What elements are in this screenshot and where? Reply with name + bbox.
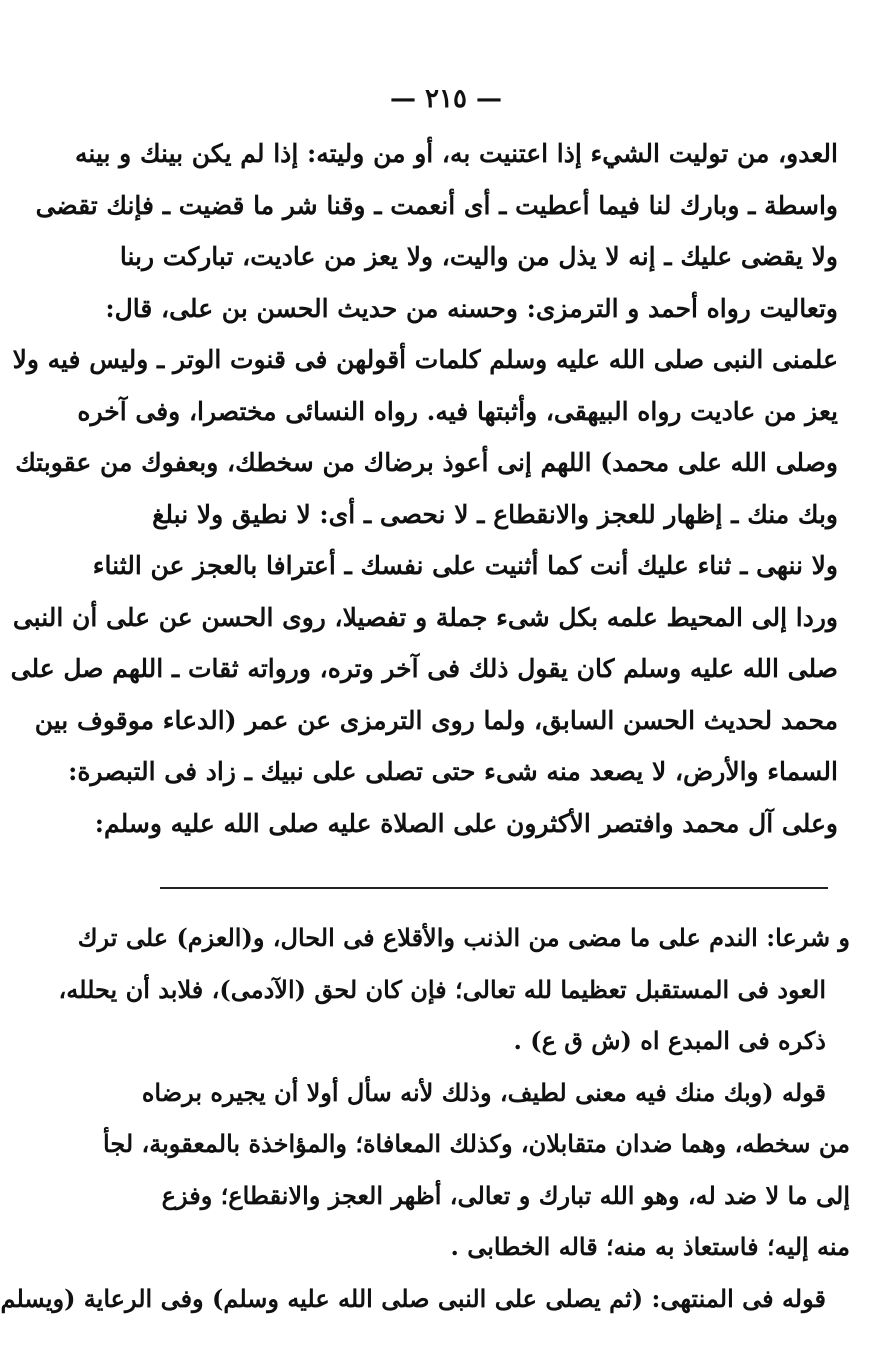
footnote-line: ذكره فى المبدع اه (ش ق ع) . [513,1026,826,1055]
main-text-line: محمد لحديث الحسن السابق، ولما روى الترمزى عن عمر (الدعاء موقوف بين [34,705,838,735]
footnote-divider [160,887,828,889]
main-text-line: ولا يقضى عليك ـ إنه لا يذل من واليت، ولا يعز من عاديت، تباركت ربنا [119,242,838,271]
main-text-line: علمنى النبى صلى الله عليه وسلم كلمات أقولهن فى قنوت الوتر ـ وليس فيه ولا [12,345,838,374]
footnote-line: و شرعا: الندم على ما مضى من الذنب والأقلاع فى الحال، و(العزم) على ترك [77,923,850,952]
footnote-paragraph [58,912,850,1067]
footnote-paragraph [0,1273,850,1325]
footnote-line: منه إليه؛ فاستعاذ به منه؛ قاله الخطابى . [450,1232,850,1261]
footnote-line: من سخطه، وهما ضدان متقابلان، وكذلك المعافاة؛ والمؤاخذة بالمعقوبة، لجأ [103,1129,850,1158]
page-number: — ٢١٥ — [389,84,503,114]
main-text-line: ولا ننهى ـ ثناء عليك أنت كما أثنيت على نفسك ـ أعترافا بالعجز عن الثناء [92,551,838,580]
footnote-line: العود فى المستقبل تعظيما لله تعالى؛ فإن كان لحق (الآدمى)، فلابد أن يحلله، [58,974,826,1004]
main-text-line: يعز من عاديت رواه البيهقى، وأثبتها فيه. رواه النسائى مختصرا، وفى آخره [77,396,838,426]
footnotes-section [0,912,850,1324]
main-text-line: وبك منك ـ إظهار للعجز والانقطاع ـ لا نحصى ـ أى: لا نطيق ولا نبلغ [152,499,838,529]
main-text-line: وردا إلى المحيط علمه بكل شىء جملة و تفصيلا، روى الحسن عن على أن النبى [12,602,838,632]
main-text-line: السماء والأرض، لا يصعد منه شىء حتى تصلى على نبيك ـ زاد فى التبصرة: [68,757,838,786]
main-text-body [10,128,838,849]
main-text-line: واسطة ـ وبارك لنا فيما أعطيت ـ أى أنعمت ـ وقنا شر ما قضيت ـ فإنك تقضى [35,190,838,220]
main-text-line: العدو، من توليت الشيء إذا اعتنيت به، أو من وليته: إذا لم يكن بينك و بينه [75,139,838,168]
footnote-paragraph [103,1067,850,1273]
main-text-line: وتعاليت رواه أحمد و الترمزى: وحسنه من حديث الحسن بن على، قال: [105,293,838,323]
main-text-line: وعلى آل محمد وافتصر الأكثرون على الصلاة عليه صلى الله عليه وسلم: [94,808,838,838]
main-text-line: صلى الله عليه وسلم كان يقول ذلك فى آخر وتره، ورواته ثقات ـ اللهم صل على [10,654,838,683]
main-text-line: وصلى الله على محمد) اللهم إنى أعوذ برضاك من سخطك، وبعفوك من عقوبتك [15,448,838,477]
footnote-line: إلى ما لا ضد له، وهو الله تبارك و تعالى، أظهر العجز والانقطاع؛ وفزع [161,1180,850,1210]
footnote-line: قوله فى المنتهى: (ثم يصلى على النبى صلى الله عليه وسلم) وفى الرعاية (ويسلم [0,1283,826,1313]
footnote-line: قوله (وبك منك فيه معنى لطيف، وذلك لأنه سأل أولا أن يجيره برضاه [141,1077,826,1107]
